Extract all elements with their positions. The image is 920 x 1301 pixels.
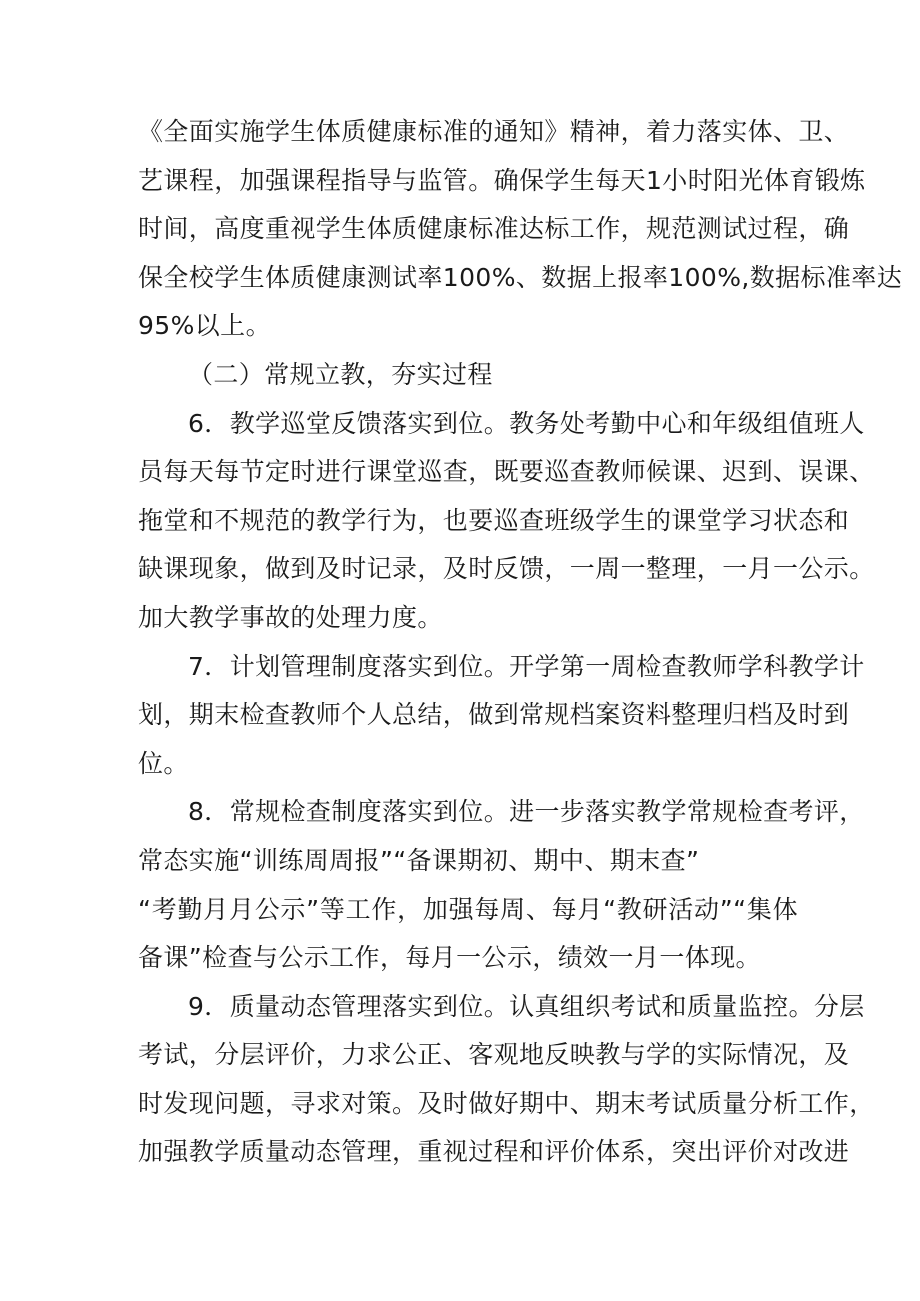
paragraph-line: 拖堂和不规范的教学行为，也要巡查班级学生的课堂学习状态和 <box>138 505 850 535</box>
paragraph-line: 保全校学生体质健康测试率100%、数据上报率100%,数据标准率达 <box>138 262 903 292</box>
paragraph-line: 《全面实施学生体质健康标准的通知》精神，着力落实体、卫、 <box>138 117 850 146</box>
paragraph-line: 9．质量动态管理落实到位。认真组织考试和质量监控。分层 <box>188 991 865 1021</box>
paragraph-line: 加强教学质量动态管理，重视过程和评价体系，突出评价对改进 <box>138 1137 850 1167</box>
paragraph-line: 时间，高度重视学生体质健康标准达标工作，规范测试过程，确 <box>138 214 850 244</box>
section-heading: （二）常规立教，夯实过程 <box>188 359 493 389</box>
paragraph-line: 时发现问题，寻求对策。及时做好期中、期末考试质量分析工作， <box>138 1088 875 1118</box>
paragraph-line: 6．教学巡堂反馈落实到位。教务处考勤中心和年级组值班人 <box>188 408 865 438</box>
paragraph-line: 缺课现象，做到及时记录，及时反馈，一周一整理，一月一公示。 <box>138 554 875 584</box>
paragraph-line: 位。 <box>138 748 189 778</box>
document-body <box>138 108 903 1177</box>
paragraph-line: 员每天每节定时进行课堂巡查，既要巡查教师候课、迟到、误课、 <box>138 457 875 487</box>
paragraph-line: 划，期末检查教师个人总结，做到常规档案资料整理归档及时到 <box>138 700 850 730</box>
paragraph-line: 95%以上。 <box>138 311 271 341</box>
paragraph-line: 加大教学事故的处理力度。 <box>138 602 443 632</box>
paragraph-line: 7．计划管理制度落实到位。开学第一周检查教师学科教学计 <box>188 651 865 681</box>
paragraph-line: 常态实施“训练周周报”“备课期初、期中、期末查” <box>138 845 700 875</box>
paragraph-line: 考试，分层评价，力求公正、客观地反映教与学的实际情况，及 <box>138 1040 850 1070</box>
paragraph-line: 艺课程，加强课程指导与监管。确保学生每天1小时阳光体育锻炼 <box>138 165 866 195</box>
paragraph-line: 备课”检查与公示工作，每月一公示，绩效一月一体现。 <box>138 943 761 973</box>
paragraph-line: “考勤月月公示”等工作，加强每周、每月“教研活动”“集体 <box>138 894 798 924</box>
paragraph-line: 8．常规检查制度落实到位。进一步落实教学常规检查考评， <box>188 797 865 827</box>
